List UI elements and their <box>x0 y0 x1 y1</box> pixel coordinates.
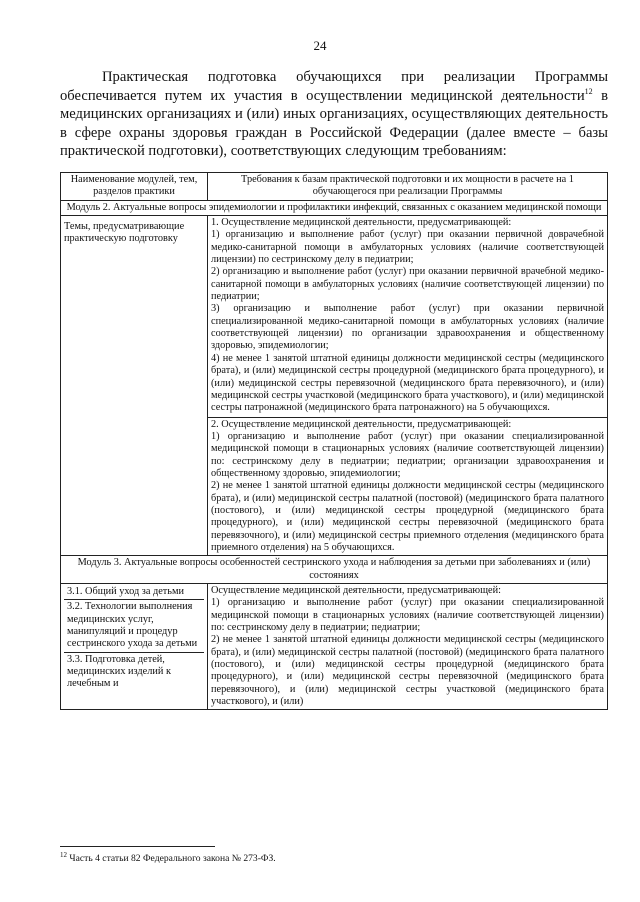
module-3-row <box>61 556 608 584</box>
header-requirements: Требования к базам практической подготовки и их мощности в расчете на 1 обучающегося при реализации Программы <box>208 173 608 201</box>
module-3-item: 1) организацию и выполнение работ (услуг) при оказании специализированной медицинской помощи в стационарных условиях (наличие соответствующей лицензии) по: сестринскому делу в педиатрии; педиатрии; <box>211 597 604 634</box>
topic-3-2: 3.2. Технологии выполнения медицинских услуг, манипуляций и процедур сестринского ухода за детьми <box>64 600 204 652</box>
header-modules: Наименование модулей, тем, разделов практики <box>61 173 208 201</box>
block-1-head: 1. Осуществление медицинской деятельности, предусматривающей: <box>211 217 512 229</box>
block-1-item: 2) организацию и выполнение работ (услуг) при оказании первичной врачебной медико-санитарной помощи в амбулаторных условиях (наличие соответствующей лицензии) по педиатрии; <box>211 266 604 303</box>
module-2-row <box>61 200 608 215</box>
module-2-block-1 <box>211 217 604 415</box>
module-3-requirements-cell <box>208 584 608 710</box>
table-header-row <box>61 173 608 201</box>
module-2-themes: Темы, предусматривающие практическую подготовку <box>64 221 185 245</box>
topic-3-1: 3.1. Общий уход за детьми <box>64 585 204 600</box>
footnote-divider <box>60 846 215 847</box>
block-2-item: 1) организацию и выполнение работ (услуг) при оказании специализированной медицинской помощи в стационарных условиях (наличие соответствующей лицензии) по: сестринскому делу в педиатрии; педиатрии; организации здравоохранения и общественному здоровью, эпидемиологии; <box>211 430 604 479</box>
block-1-item: 3) организацию и выполнение работ (услуг) при оказании первичной специализированной медико-санитарной помощи в амбулаторных условиях (наличие соответствующей лицензии) по организации здравоохранения и общественному здоровью, эпидемиологии; <box>211 303 604 352</box>
page-number: 24 <box>313 38 327 53</box>
module-2-requirements-cell <box>208 216 608 556</box>
module-2-themes-cell <box>61 216 208 556</box>
module-3-topics-cell <box>61 584 208 710</box>
block-2-head: 2. Осуществление медицинской деятельности, предусматривающей: <box>211 418 512 430</box>
intro-text-after: в медицинских организациях и (или) иных организациях, осуществляющих деятельность в сфере охраны здоровья граждан в Российской Федерации (далее вместе – базы практической подготовки), соответствующих следующим требованиям: <box>60 87 608 160</box>
block-1-item: 1) организацию и выполнение работ (услуг) при оказании первичной доврачебной медико-санитарной помощи в амбулаторных условиях (наличие соответствующей лицензии) по сестринскому делу в педиатрии; <box>211 229 604 266</box>
module-2-title: Модуль 2. Актуальные вопросы эпидемиологии и профилактики инфекций, связанных с оказанием медицинской помощи <box>61 200 608 215</box>
footnote-text: Часть 4 статьи 82 Федерального закона № 273-ФЗ. <box>67 853 276 864</box>
footnote-reference[interactable]: 12 <box>584 86 593 96</box>
block-1-item: 4) не менее 1 занятой штатной единицы должности медицинской сестры (медицинского брата), и (или) медицинской сестры процедурной (медицинского брата процедурного), и (или) медицинской сестры перевязочной (медицинского брата перевязочного), и (или) медицинской сестры участковой (медицинского брата участкового), и (или) медицинской сестры патронажной (медицинского брата патронажного) на 5 обучающихся. <box>211 352 604 414</box>
module-3-item: 2) не менее 1 занятой штатной единицы должности медицинской сестры (медицинского брата), и (или) медицинской сестры палатной (постовой) (медицинского брата палатного (постового), и (или) медицинской сестры процедурной (медицинского брата процедурного), и (или) медицинской сестры перевязочной (медицинского брата перевязочного), и (или) медицинской сестры участковой (медицинского брата участкового), и (или) <box>211 634 604 708</box>
module-3-head: Осуществление медицинской деятельности, предусматривающей: <box>211 585 501 596</box>
module-2-block-2 <box>208 417 607 555</box>
intro-paragraph <box>60 68 608 161</box>
module-3-content-row <box>61 584 608 710</box>
module-3-title: Модуль 3. Актуальные вопросы особенностей сестринского ухода и наблюдения за детьми при заболеваниях и (или) состояниях <box>61 556 608 584</box>
block-2-item: 2) не менее 1 занятой штатной единицы должности медицинской сестры (медицинского брата), и (или) медицинской сестры палатной (постовой) (медицинского брата палатного (постового), и (или) медицинской сестры процедурной (медицинского брата процедурного), и (или) медицинской сестры перевязочной (медицинского брата перевязочного), и (или) медицинской сестры приемного отделения (медицинского брата приемного отделения) на 5 обучающихся. <box>211 480 604 553</box>
intro-text-before: Практическая подготовка обучающихся при реализации Программы обеспечивается путем их участия в осуществлении медицинской деятельности <box>60 69 608 104</box>
footnote-number: 12 <box>60 850 67 859</box>
topic-3-3: 3.3. Подготовка детей, медицинских изделий к лечебным и <box>67 653 171 690</box>
module-2-content-row <box>61 216 608 556</box>
footnote <box>60 850 608 864</box>
requirements-table <box>60 172 608 710</box>
